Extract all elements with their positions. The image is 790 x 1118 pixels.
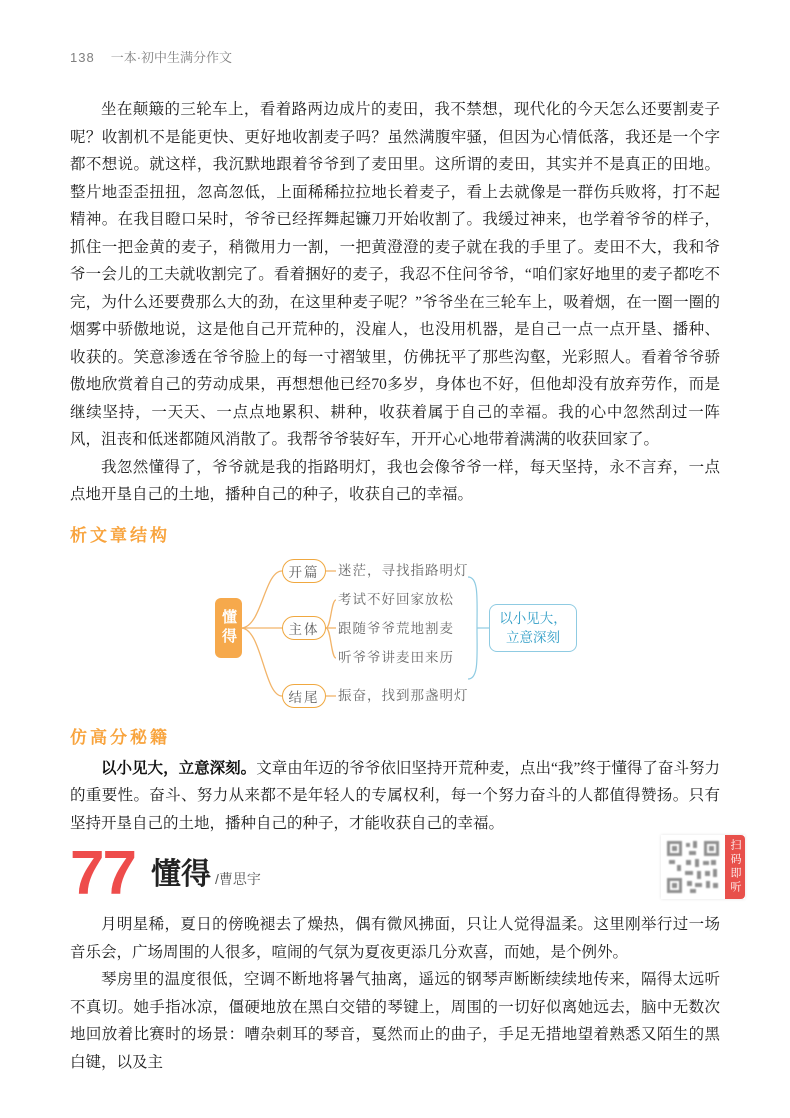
mindmap-branch-opening: 开篇 [282, 559, 326, 583]
qr-listen-block [661, 835, 745, 899]
essay-title-wrap [151, 849, 261, 901]
running-head [70, 0, 720, 66]
mindmap-leaf: 考试不好回家放松 [338, 591, 454, 607]
structure-mindmap [70, 553, 720, 711]
next-essay-header-wrap [70, 839, 741, 908]
lead-essay-paragraph: 坐在颠簸的三轮车上，看着路两边成片的麦田，我不禁想，现代化的今天怎么还要割麦子呢？收割机不是能更快、更好地收割麦子吗？虽然满腹牢骚，但因为心情低落，我还是一个字都不想说。就这样，我沉默地跟着爷爷到了麦田里。这所谓的麦田，其实并不是真正的田地。整片地歪歪扭扭，忽高忽低，上面稀稀拉拉地长着麦子，看上去就像是一群伤兵败将，打不起精神。在我目瞪口呆时，爷爷已经挥舞起镰刀开始收割了。我缓过神来，也学着爷爷的样子，抓住一把金黄的麦子，稍微用力一割，一把黄澄澄的麦子就在我的手里了。麦田不大，我和爷爷一会儿的工夫就收割完了。看着捆好的麦子，我忍不住问爷爷，“咱们家好地里的麦子都吃不完，为什么还要费那么大的劲，在这里种麦子呢？”爷爷坐在三轮车上，吸着烟，在一圈一圈的烟雾中骄傲地说，这是他自己开荒种的，没雇人，也没用机器，是自己一点一点开垦、播种、收获的。笑意渗透在爷爷脸上的每一寸褶皱里，仿佛抚平了那些沟壑，光彩照人。看着爷爷骄傲地欣赏着自己的劳动成果，再想想他已经70多岁，身体也不好，但他却没有放弃劳作，而是继续坚持，一天天、一点点地累积、耕种，收获着属于自己的幸福。我的心中忽然刮过一阵风，沮丧和低迷都随风消散了。我帮爷爷装好车，开开心心地带着满满的收获回家了。 [70, 101, 720, 448]
qr-code-icon [661, 835, 725, 899]
essay-title: 懂得 [150, 858, 211, 891]
essay-author: /曹思宇 [214, 871, 261, 887]
next-essay-paragraph: 琴房里的温度很低，空调不断地将暑气抽离，遥远的钢琴声断断续续地传来，隔得太远听不真切。她手指冰凉，僵硬地放在黑白交错的琴键上，周围的一切好似离她远去，脑中无数次地回放着比赛时的场景：嘈杂刺耳的琴音，戛然而止的曲子，手足无措地望着熟悉又陌生的黑白键，以及主 [70, 971, 720, 1071]
tips-section-heading: 仿高分秘籍 [70, 727, 170, 747]
next-essay-paragraph: 月明星稀，夏日的傍晚褪去了燥热，偶有微风拂面，只让人觉得温柔。这里刚举行过一场音乐会，广场周围的人很多，喧闹的气氛为夏夜更添几分欢喜，而她，是个例外。 [70, 916, 720, 961]
page-number: 138 [70, 50, 95, 65]
mindmap-branch-body: 主体 [282, 616, 326, 640]
book-title: 一本·初中生满分作文 [110, 50, 233, 65]
mindmap-branch-ending: 结尾 [282, 684, 326, 708]
next-essay-header [70, 839, 720, 908]
lead-essay-body [70, 96, 720, 509]
tips-body [70, 755, 720, 838]
tips-rest: 文章由年迈的爷爷依旧坚持开荒种麦，点出“我”终于懂得了奋斗努力的重要性。奋斗、努力从来都不是年轻人的专属权利，每一个努力奋斗的人都值得赞扬。只有坚持开垦自己的土地，播种自己的种子，才能收获自己的幸福。 [70, 759, 720, 832]
lead-essay-paragraph: 我忽然懂得了，爷爷就是我的指路明灯，我也会像爷爷一样，每天坚持，永不言弃，一点点地开垦自己的土地，播种自己的种子，收获自己的幸福。 [70, 458, 720, 503]
mindmap-leaf: 振奋，找到那盏明灯 [338, 687, 469, 703]
next-essay-body [70, 911, 720, 1076]
tips-lead: 以小见大，立意深刻。 [101, 759, 257, 777]
mindmap-leaf: 跟随爷爷荒地割麦 [338, 620, 454, 636]
mindmap-root-node: 懂得 [215, 598, 242, 658]
mindmap-annotation-line: 以小见大， [499, 610, 567, 626]
mindmap-leaf: 迷茫，寻找指路明灯 [338, 562, 469, 578]
mindmap-annotation-line: 立意深刻 [506, 629, 560, 645]
essay-number: 77 [70, 839, 135, 908]
mindmap-leaf: 听爷爷讲麦田来历 [338, 649, 454, 665]
mindmap-annotation-box [489, 604, 577, 652]
tips-paragraph [70, 755, 720, 838]
qr-listen-label: 扫码即听 [725, 835, 745, 899]
structure-section-heading: 析文章结构 [70, 525, 170, 545]
